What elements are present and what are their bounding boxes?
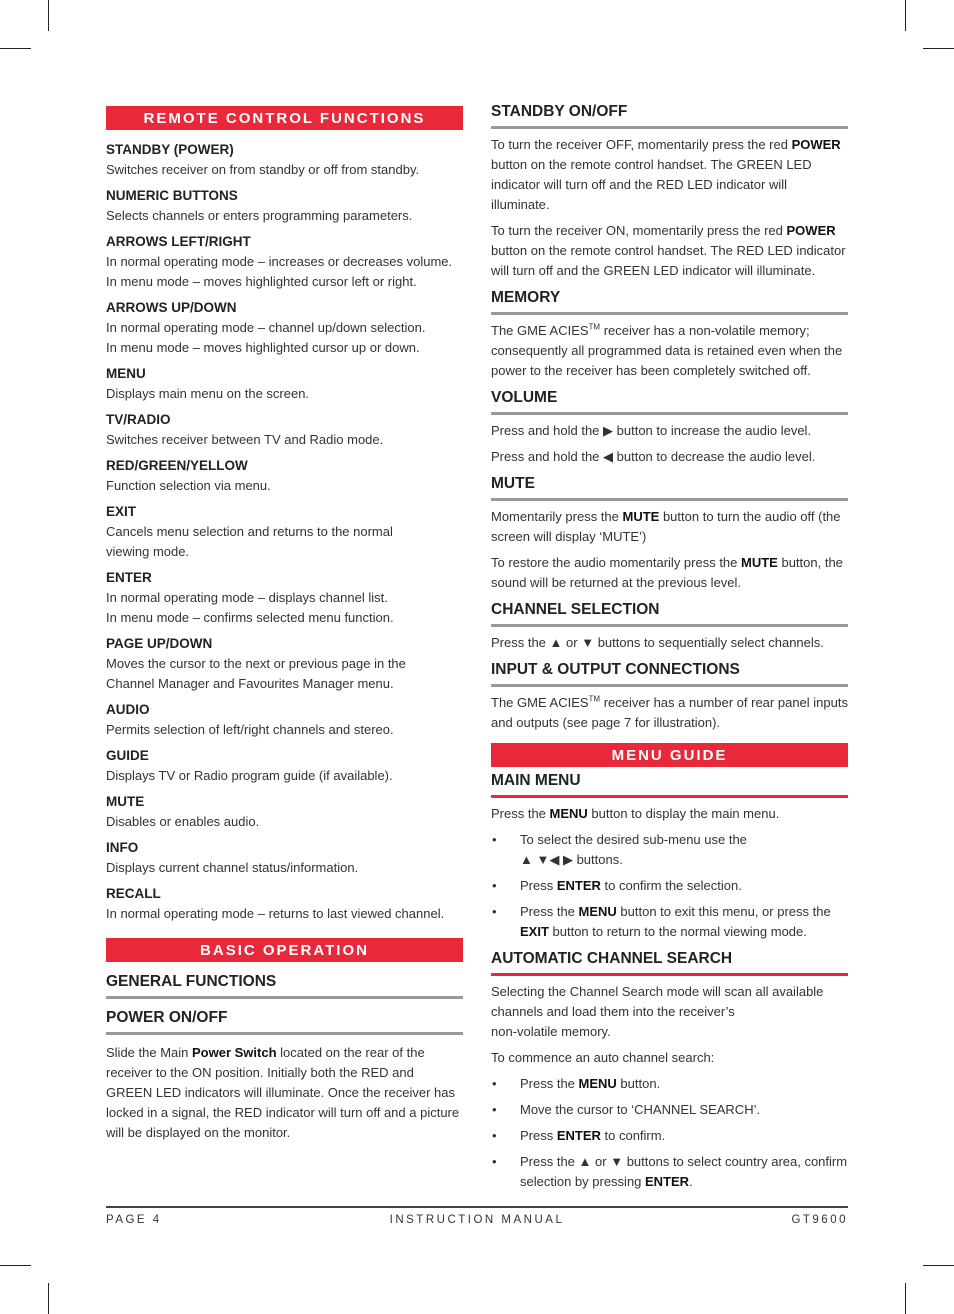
memory-heading: MEMORY [491,288,848,315]
list-item: • Press ENTER to confirm the selection. [492,878,742,893]
arrow-keys-icon: ▲ ▼◀ ▶ [520,852,573,867]
standby-heading: STANDBY ON/OFF [491,102,848,129]
function-entry [106,456,463,496]
function-entry [106,700,463,740]
mute-text-2: To restore the audio momentarily press the MUTE button, the sound will be returned at the previous level. [491,555,843,590]
function-description: In normal operating mode – returns to last viewed channel. [106,906,445,921]
function-description: In normal operating mode – channel up/down selection. [106,320,426,335]
list-item: • Press the MENU button to exit this menu, or press the EXIT button to return to the normal viewing mode. [492,904,831,939]
main-menu-heading: MAIN MENU [491,771,848,798]
function-description: Permits selection of left/right channels and stereo. [106,722,394,737]
function-title: NUMERIC BUTTONS [106,188,238,203]
function-title: RECALL [106,886,161,901]
model-number: GT9600 [791,1214,848,1226]
auto-search-list [491,1074,848,1192]
function-title: ARROWS LEFT/RIGHT [106,234,251,249]
io-connections-text: The GME ACIES™ receiver has a number of rear panel inputs and outputs (see page 7 for illustration). [491,694,848,730]
remote-control-functions-banner: REMOTE CONTROL FUNCTIONS [106,106,463,130]
function-entry [106,838,463,878]
function-title: RED/GREEN/YELLOW [106,458,248,473]
crop-mark [923,48,954,49]
page-number: PAGE 4 [106,1214,162,1226]
volume-decrease-text: Press and hold the ◀ button to decrease the audio level. [491,449,816,464]
function-description: In normal operating mode – increases or decreases volume. [106,254,453,269]
up-arrow-icon: ▲ [549,635,563,650]
function-title: INFO [106,840,139,855]
function-description: Switches receiver on from standby or off from standby. [106,162,420,177]
function-title: AUDIO [106,702,150,717]
auto-search-intro: To commence an auto channel search: [491,1050,715,1065]
down-arrow-icon: ▼ [581,635,595,650]
auto-search-text: Selecting the Channel Search mode will scan all available channels and load them into the receiver’s non-volatile memory. [491,984,824,1039]
crop-mark [48,0,49,31]
function-description: Displays TV or Radio program guide (if available). [106,768,393,783]
function-description: Disables or enables audio. [106,814,260,829]
function-title: MENU [106,366,146,381]
function-entry [106,186,463,226]
power-onoff-text: Slide the Main Power Switch located on the rear of the receiver to the ON position. Initially both the RED and GREEN LED indicators will illuminate. Once the receiver has locked in a signal, the RED indicator will turn off and a picture will be displayed on the monitor. [106,1045,460,1140]
function-entry [106,568,463,628]
crop-mark [0,1265,31,1266]
standby-text-off: To turn the receiver OFF, momentarily press the red POWER button on the remote control handset. The GREEN LED indicator will turn off and the RED LED indicator will illuminate. [491,137,841,212]
list-item: • Press the MENU button. [492,1076,661,1091]
function-entry [106,502,463,562]
function-entry [106,140,463,180]
function-entry [106,298,463,358]
function-title: MUTE [106,794,145,809]
memory-text: The GME ACIES™ receiver has a non-volatile memory; consequently all programmed data is retained even when the power to the receiver has been completely switched off. [491,322,843,378]
function-title: TV/RADIO [106,412,171,427]
function-description: In menu mode – confirms selected menu function. [106,610,394,625]
list-item: • Press the ▲ or ▼ buttons to select country area, confirm selection by pressing ENTER. [492,1154,848,1189]
function-title: PAGE UP/DOWN [106,636,213,651]
mute-heading: MUTE [491,474,848,501]
crop-mark [48,1283,49,1314]
function-title: ENTER [106,570,152,585]
function-description: Cancels menu selection and returns to the normal [106,524,393,539]
function-entry [106,232,463,292]
left-column [106,106,463,1143]
function-description: Switches receiver between TV and Radio mode. [106,432,384,447]
function-description: In menu mode – moves highlighted cursor up or down. [106,340,420,355]
function-description: Moves the cursor to the next or previous page in the [106,656,406,671]
function-entry [106,410,463,450]
crop-mark [905,0,906,31]
menu-guide-banner: MENU GUIDE [491,743,848,767]
main-menu-text: Press the MENU button to display the main menu. [491,806,780,821]
list-item: • To select the desired sub-menu use the ▲ ▼◀ ▶ buttons. [492,832,747,867]
left-arrow-icon: ◀ [603,449,614,464]
crop-mark [905,1283,906,1314]
page-footer [106,1206,848,1226]
mute-text-1: Momentarily press the MUTE button to turn the audio off (the screen will display ‘MUTE’) [491,509,841,544]
list-item: • Move the cursor to ‘CHANNEL SEARCH’. [492,1102,761,1117]
function-description: Function selection via menu. [106,478,271,493]
function-description: In menu mode – moves highlighted cursor left or right. [106,274,417,289]
io-connections-heading: INPUT & OUTPUT CONNECTIONS [491,660,848,687]
general-functions-heading: GENERAL FUNCTIONS [106,972,463,999]
channel-selection-text: Press the ▲ or ▼ buttons to sequentially select channels. [491,635,824,650]
function-entry [106,884,463,924]
basic-operation-banner: BASIC OPERATION [106,938,463,962]
function-entry [106,634,463,694]
function-title: ARROWS UP/DOWN [106,300,237,315]
function-description: Channel Manager and Favourites Manager menu. [106,676,394,691]
footer-title: INSTRUCTION MANUAL [389,1214,565,1226]
crop-mark [923,1265,954,1266]
function-entry [106,746,463,786]
crop-mark [0,48,31,49]
function-description: Selects channels or enters programming parameters. [106,208,413,223]
function-list [106,140,463,924]
function-description: In normal operating mode – displays channel list. [106,590,388,605]
function-description: Displays current channel status/information. [106,860,359,875]
function-description: viewing mode. [106,544,190,559]
channel-selection-heading: CHANNEL SELECTION [491,600,848,627]
down-arrow-icon: ▼ [610,1154,624,1169]
function-entry [106,364,463,404]
function-description: Displays main menu on the screen. [106,386,310,401]
volume-increase-text: Press and hold the ▶ button to increase the audio level. [491,423,812,438]
function-title: GUIDE [106,748,149,763]
list-item: • Press ENTER to confirm. [492,1128,666,1143]
auto-search-heading: AUTOMATIC CHANNEL SEARCH [491,949,848,976]
volume-heading: VOLUME [491,388,848,415]
function-title: EXIT [106,504,137,519]
standby-text-on: To turn the receiver ON, momentarily press the red POWER button on the remote control handset. The RED LED indicator will turn off and the GREEN LED indicator will illuminate. [491,223,846,278]
function-title: STANDBY (POWER) [106,142,234,157]
power-onoff-heading: POWER ON/OFF [106,1008,463,1035]
up-arrow-icon: ▲ [578,1154,592,1169]
right-column [491,102,848,1192]
right-arrow-icon: ▶ [603,423,614,438]
main-menu-list [491,830,848,942]
function-entry [106,792,463,832]
